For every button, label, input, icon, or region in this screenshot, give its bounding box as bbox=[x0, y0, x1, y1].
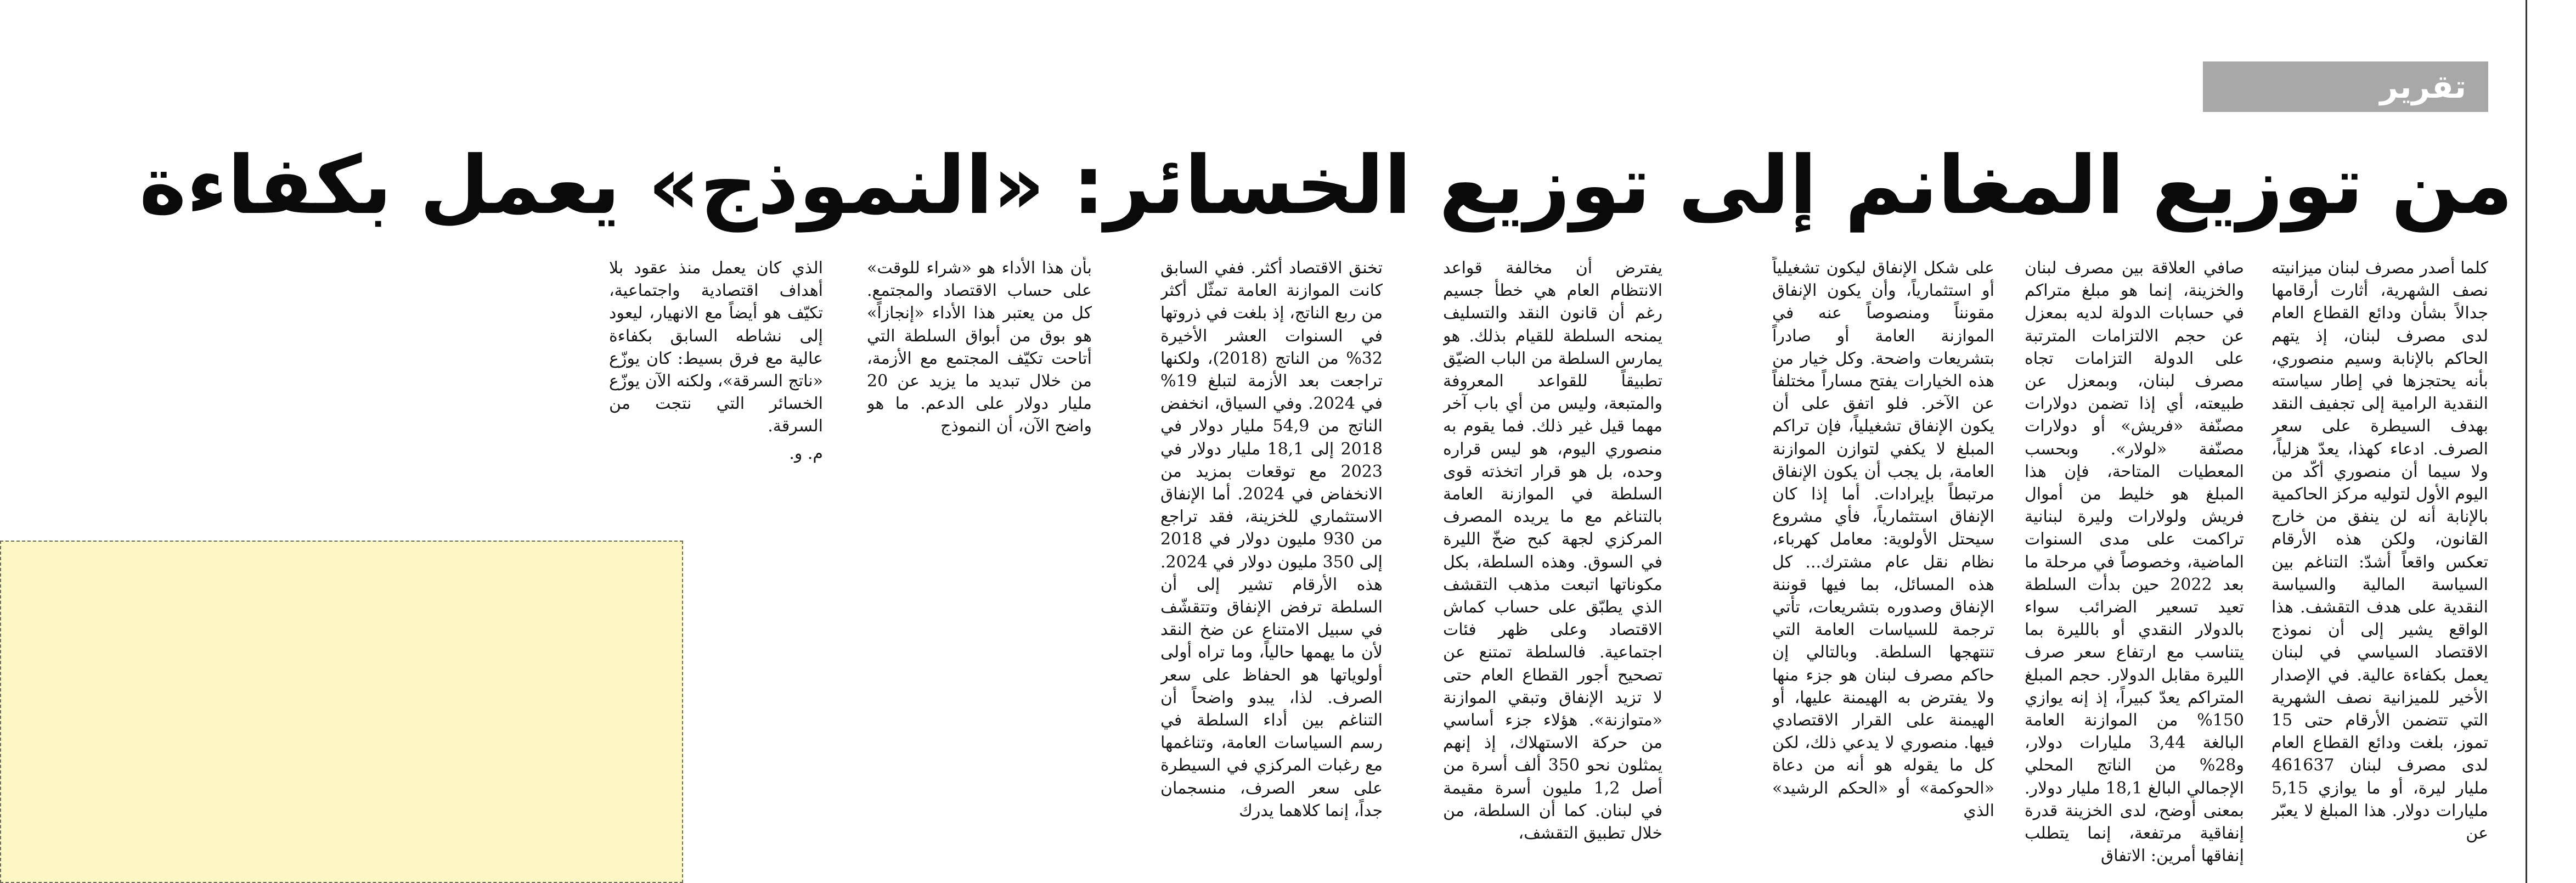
column-text: كلما أصدر مصرف لبنان ميزانيته نصف الشهرية، أثارت أرقامها جدالاً بشأن ودائع القطاع العام لدى مصرف لبنان، إذ يتهم الحاكم بالإنابة وسيم منصوري، بأنه يحتجزها في إطار سياسته النقدية الرامية إلى تجفيف النقد بهدف السيطرة على سعر الصرف. ادعاء كهذا، يعدّ هزلياً، ولا سيما أن منصوري أكّد من اليوم الأول لتوليه مركز الحاكمية بالإنابة أنه لن ينفق من خارج القانون، ولكن هذه الأرقام تعكس واقعاً أشدّ: التناغم بين السياسة المالية والسياسة النقدية على هدف التقشف. هذا الواقع يشير إلى أن نموذج الاقتصاد السياسي في لبنان يعمل بكفاءة عالية. في الإصدار الأخير للميزانية نصف الشهرية التي تتضمن الأرقام حتى 15 تموز، بلغت ودائع القطاع العام لدى مصرف لبنان 461637 مليار ليرة، أو ما يوازي 5,15 مليارات دولار. هذا المبلغ لا يعبّر عن bbox=[2271, 258, 2488, 843]
highlighted-ad-area bbox=[0, 541, 683, 883]
column-text: صافي العلاقة بين مصرف لبنان والخزينة، إنما هو مبلغ متراكم في حسابات الدولة لديه بمعزل عن حجم الالتزامات المترتبة على الدولة التزامات تجاه مصرف لبنان، وبمعزل عن طبيعته، أي إذا تضمن دولارات مصنّفة «فريش» أو دولارات مصنّفة «لولار». وبحسب المعطيات المتاحة، فإن هذا المبلغ هو خليط من أموال فريش ولولارات وليرة لبنانية تراكمت على مدى السنوات الماضية، وخصوصاً في مرحلة ما بعد 2022 حين بدأت السلطة تعيد تسعير الضرائب سواء بالدولار النقدي أو بالليرة بما يتناسب مع ارتفاع سعر صرف الليرة مقابل الدولار. حجم المبلغ المتراكم يعدّ كبيراً، إذ إنه يوازي 150% من الموازنة العامة البالغة 3,44 مليارات دولار، و28% من الناتج المحلي الإجمالي البالغ 18,1 مليار دولار. بمعنى أوضح، لدى الخزينة قدرة إنفاقية مرتفعة، إنما يتطلب إنفاقها أمرين: الاتفاق bbox=[2025, 258, 2244, 866]
article-column-5 bbox=[1160, 257, 1383, 883]
article-column-7 bbox=[609, 257, 823, 520]
page-edge-rule bbox=[2526, 0, 2527, 883]
article-headline: من توزيع المغانم إلى توزيع الخسائر: «النموذج» يعمل بكفاءة bbox=[139, 139, 2513, 232]
column-text: تخنق الاقتصاد أكثر. ففي السابق كانت الموازنة العامة تمثّل أكثر من ربع الناتج، إذ بلغت في ذروتها في السنوات العشر الأخيرة 32% من الناتج (2018)، ولكنها تراجعت بعد الأزمة لتبلغ 19% في 2024. وفي السياق، انخفض الناتج من 54,9 مليار دولار في 2018 إلى 18,1 مليار دولار في 2023 مع توقعات بمزيد من الانخفاض في 2024. أما الإنفاق الاستثماري للخزينة، فقد تراجع من 930 مليون دولار في 2018 إلى 350 مليون دولار في 2024. هذه الأرقام تشير إلى أن السلطة ترفض الإنفاق وتتقشّف في سبيل الامتناع عن ضخ النقد لأن ما يهمها حالياً، وما تراه أولى أولوياتها هو الحفاظ على سعر الصرف. لذا، يبدو واضحاً أن التناغم بين أداء السلطة في رسم السياسات العامة، وتناغمها مع رغبات المركزي في السيطرة على سعر الصرف، منسجمان جداً، إنما كلاهما يدرك bbox=[1160, 258, 1383, 820]
top-rule bbox=[0, 0, 2576, 2]
column-text: بأن هذا الأداء هو «شراء للوقت» على حساب الاقتصاد والمجتمع. كل من يعتبر هذا الأداء «إنجازاً» هو بوق من أبواق السلطة التي أتاحت تكيّف المجتمع مع الأزمة، من خلال تبديد ما يزيد عن 20 مليار دولار على الدعم. ما هو واضح الآن، أن النموذج bbox=[867, 258, 1092, 436]
article-column-3 bbox=[1772, 257, 1994, 883]
article-column-2 bbox=[2025, 257, 2244, 883]
column-text: على شكل الإنفاق ليكون تشغيلياً أو استثمارياً، وأن يكون الإنفاق مقونناً ومنصوصاً عنه في الموازنة العامة أو صادراً بتشريعات واضحة. وكل خيار من هذه الخيارات يفتح مساراً مختلفاً عن الآخر. فلو اتفق على أن يكون الإنفاق تشغيلياً، فإن تراكم المبلغ لا يكفي لتوازن الموازنة العامة، بل يجب أن يكون الإنفاق مرتبطاً بإيرادات. أما إذا كان الإنفاق استثمارياً، فأي مشروع سيحتل الأولوية: معامل كهرباء، نظام نقل عام مشترك... كل هذه المسائل، بما فيها قوننة الإنفاق وصدوره بتشريعات، تأتي ترجمة للسياسات العامة التي تنتهجها السلطة. وبالتالي إن حاكم مصرف لبنان هو جزء منها ولا يفترض به الهيمنة عليها، أو الهيمنة على القرار الاقتصادي فيها. منصوري لا يدعي ذلك، لكن كل ما يقوله هو أنه من دعاة «الحوكمة» أو «الحكم الرشيد» الذي bbox=[1772, 258, 1994, 820]
author-signature: م. و. bbox=[789, 443, 823, 463]
column-text: يفترض أن مخالفة قواعد الانتظام العام هي خطأ جسيم رغم أن قانون النقد والتسليف يمنحه السلطة للقيام بذلك. هو يمارس السلطة من الباب الضيّق تطبيقاً للقواعد المعروفة والمتبعة، وليس من أي باب آخر مهما قيل غير ذلك. فما يقوم به منصوري اليوم، هو ليس قراره وحده، بل هو قرار اتخذته قوى السلطة في الموازنة العامة بالتناغم مع ما يريده المصرف المركزي لجهة كبح ضخّ الليرة في السوق. وهذه السلطة، بكل مكوناتها اتبعت مذهب التقشف الذي يطبّق على حساب كماش الاقتصاد وعلى ظهر فئات اجتماعية. فالسلطة تمتنع عن تصحيح أجور القطاع العام حتى لا تزيد الإنفاق وتبقي الموازنة «متوازنة». هؤلاء جزء أساسي من حركة الاستهلاك، إذ إنهم يمثلون نحو 350 ألف أسرة من أصل 1,2 مليون أسرة مقيمة في لبنان. كما أن السلطة، من خلال تطبيق التقشف، bbox=[1443, 258, 1662, 843]
column-text: الذي كان يعمل منذ عقود بلا أهداف اقتصادية واجتماعية، تكيّف هو أيضاً مع الانهيار، ليعود إلى نشاطه السابق بكفاءة عالية مع فرق بسيط: كان يوزّع «ناتج السرقة»، ولكنه الآن يوزّع الخسائر التي نتجت من السرقة. bbox=[609, 258, 823, 436]
article-column-4 bbox=[1443, 257, 1662, 883]
article-column-6 bbox=[867, 257, 1092, 883]
section-label: تقرير bbox=[2203, 61, 2488, 112]
article-column-1 bbox=[2271, 257, 2488, 883]
